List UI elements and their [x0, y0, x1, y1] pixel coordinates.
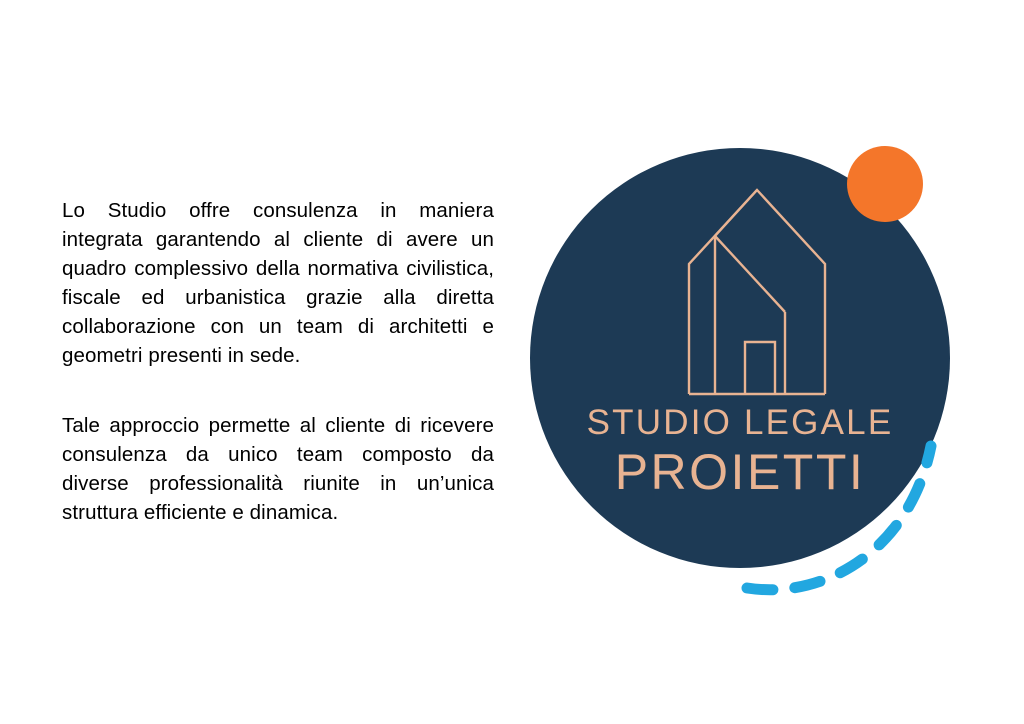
body-paragraph-2: Tale approccio permette al cliente di ricevere consulenza da unico team composto da diverse professionalità riunite in un’unica struttura efficiente e dinamica. — [62, 414, 494, 524]
house-outline-icon — [657, 172, 837, 402]
body-paragraph-1: Lo Studio offre consulenza in maniera integrata garantendo al cliente di avere un quadro complessivo della normativa civilistica, fiscale ed urbanistica grazie alla diretta collaborazione con un team di architetti e geometri presenti in sede. — [62, 199, 494, 367]
brand-name-line-2: PROIETTI — [614, 444, 866, 500]
brand-name-line-1: STUDIO LEGALE — [586, 403, 894, 442]
orange-accent-dot — [847, 146, 923, 222]
body-text-column — [62, 196, 494, 527]
dashed-arc-decoration — [735, 410, 965, 610]
